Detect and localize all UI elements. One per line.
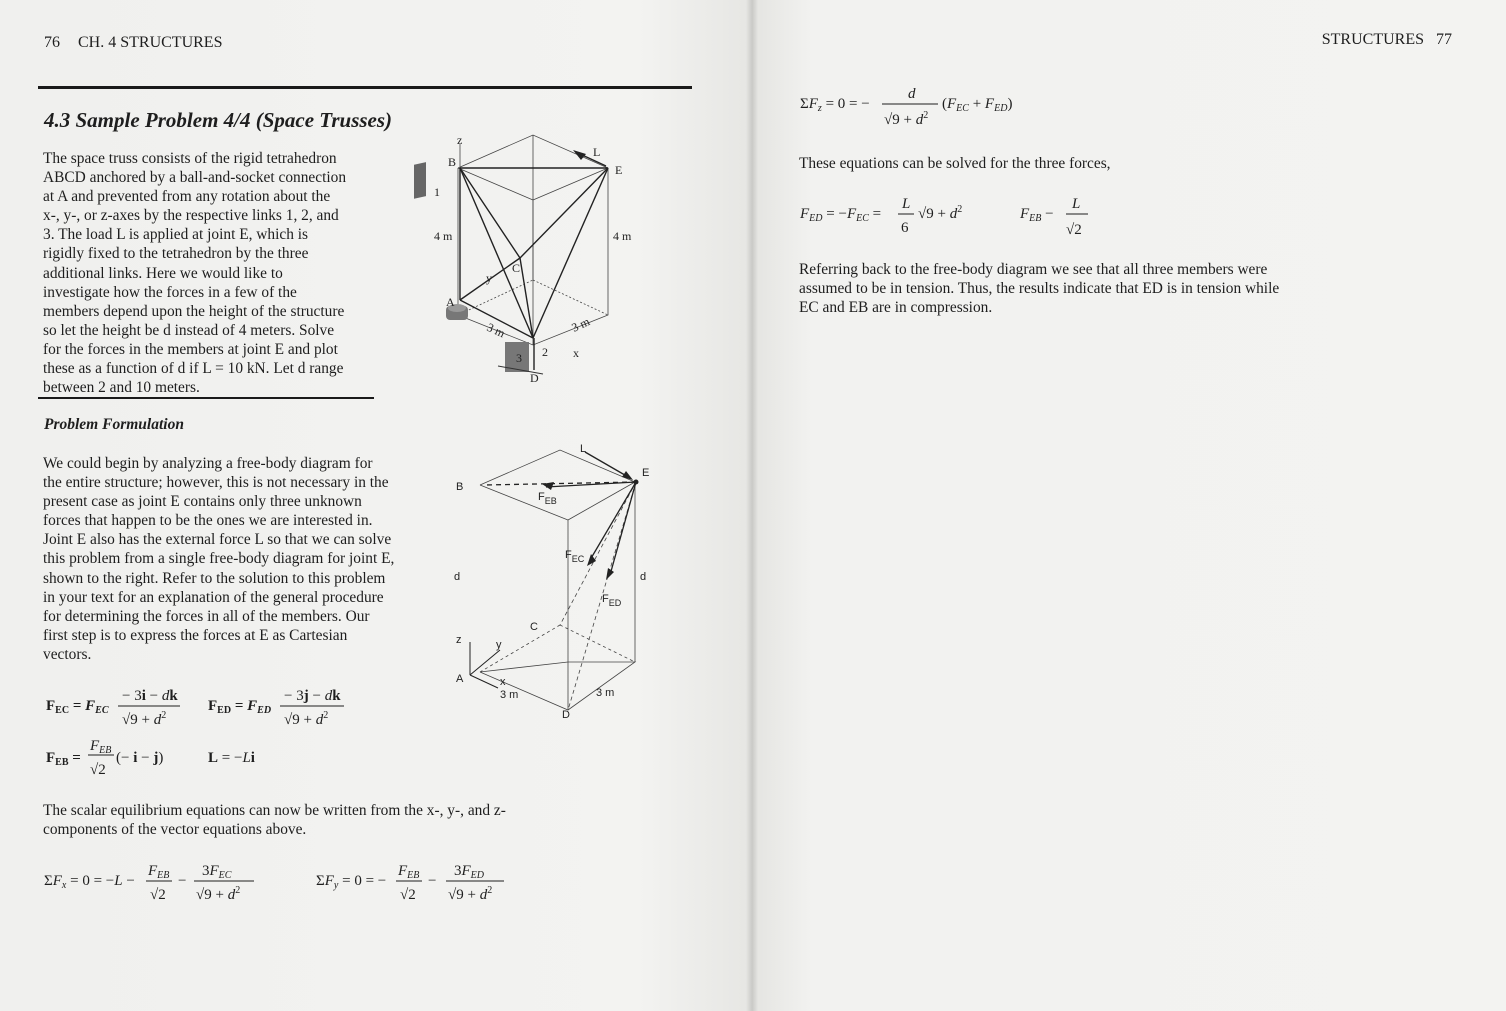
formulation-line: the entire structure; however, this is not necessary in the — [43, 474, 389, 492]
right-page — [752, 0, 1506, 1011]
conclusion-line: EC and EB are in compression. — [799, 299, 993, 317]
space-truss-figure — [408, 130, 648, 385]
svg-text:FEC = FEC: $F_{EC} = F_{EC}$ — [46, 698, 109, 716]
z-equilibrium-equation — [798, 80, 1138, 136]
problem-line: at A and prevented from any rotation about the — [43, 188, 331, 206]
problem-line: members depend upon the height of the structure — [43, 302, 345, 320]
right-page-header — [1322, 31, 1452, 49]
svg-text:FEB: $F_{EB}$ — [148, 863, 170, 881]
svg-text:FEB =: $F_{EB}$ = — [46, 750, 81, 768]
svg-text:√9 + d2: $√9 + d^2$ — [918, 204, 963, 222]
svg-text:√9 + d2: $√9 + d^2$ — [448, 885, 493, 903]
fbd-base2: 3 m — [596, 687, 615, 699]
fig1-link3-label: 3 — [516, 351, 522, 365]
svg-text:FED = FED: $F_{ED} = F_{ED}$ — [208, 698, 272, 716]
vector-equations — [42, 680, 422, 790]
fig1-c-label: C — [512, 261, 521, 275]
fig1-b-label: B — [448, 155, 457, 169]
formulation-paragraph — [43, 454, 423, 664]
scalar-text-line: components of the vector equations above. — [43, 821, 307, 839]
conclusion-paragraph — [799, 260, 1344, 317]
svg-text:√2: √2 — [400, 887, 416, 903]
svg-text:(FEC + FED): $(F_{EC} + F_{ED})$ — [942, 96, 1013, 114]
svg-text:L: L — [1072, 196, 1081, 212]
fbd-d-left: d — [454, 571, 461, 583]
svg-text:d: d — [908, 86, 916, 102]
svg-text:ΣFy = 0 = −: $\Sigma F_y = 0$ = − — [316, 873, 387, 891]
fig1-e-label: E — [615, 163, 623, 177]
problem-line: The space truss consists of the rigid tetrahedron — [43, 150, 337, 167]
fig1-z-label: z — [457, 133, 463, 147]
formulation-line: present case as joint E contains only three unknown — [43, 493, 362, 511]
svg-text:√2: √2 — [150, 887, 166, 903]
fig1-base2: 3 m — [569, 314, 592, 335]
left-page-number: 76 — [44, 34, 60, 51]
problem-line: x-, y-, or z-axes by the respective links 1, 2, and — [43, 207, 339, 225]
fig1-y-label: y — [486, 271, 492, 285]
problem-formulation-heading: Problem Formulation — [44, 416, 184, 433]
formulation-line: vectors. — [43, 645, 92, 663]
wall-support-1 — [414, 162, 426, 199]
left-page — [0, 0, 752, 1011]
svg-text:6: 6 — [901, 220, 909, 236]
problem-line: 3. The load L is applied at joint E, which is — [43, 226, 309, 244]
svg-text:(− i − j): (− i − j) — [116, 750, 164, 766]
fbd-x-label: x — [500, 676, 506, 688]
fbd-z-label: z — [456, 634, 462, 646]
section-title: 4.3 Sample Problem 4/4 (Space Trusses) — [44, 108, 393, 132]
fig1-height-right: 4 m — [613, 229, 632, 243]
fbd-fec-label: $F_{EC}$ — [565, 549, 585, 564]
svg-text:FEB −: $F_{EB}$ − — [1020, 206, 1054, 224]
problem-line: rigidly fixed to the tetrahedron by the three — [43, 245, 309, 263]
formulation-line: We could begin by analyzing a free-body diagram for — [43, 455, 373, 472]
formulation-line: first step is to express the forces at E as Cartesian — [43, 626, 348, 644]
svg-text:FED = −FEC =: $F_{ED} = -F_{EC}$ = — [800, 206, 882, 224]
fbd-y-label: y — [496, 639, 502, 651]
fbd-d-point: D — [562, 709, 570, 721]
formulation-line: this problem from a single free-body diagram for joint E, — [43, 550, 395, 568]
fig1-x-label: x — [573, 346, 579, 360]
fig1-link1-label: 1 — [434, 185, 440, 199]
problem-line: for the forces in the members at joint E and plot — [43, 340, 338, 358]
fbd-l-label: L — [580, 443, 587, 455]
problem-line: so let the height be d instead of 4 meters. Solve — [43, 321, 335, 339]
fbd-e-label: E — [642, 467, 650, 479]
svg-text:L = −Li: L = −Li — [208, 750, 255, 766]
top-rule — [38, 86, 692, 89]
svg-text:3FED: $3F_{ED}$ — [454, 863, 485, 881]
problem-line: these as a function of d if L = 10 kN. Let d range — [43, 360, 344, 378]
fig1-a-label: A — [446, 295, 455, 309]
solve-text: These equations can be solved for the three forces, — [799, 155, 1111, 172]
svg-text:√2: √2 — [1066, 222, 1082, 238]
svg-text:L: L — [902, 196, 911, 212]
fbd-d-right: d — [640, 571, 647, 583]
svg-text:ΣFx = 0 = −L −: $\Sigma F_x = 0 = -L$ − — [44, 873, 135, 891]
fbd-c-label: C — [530, 621, 538, 633]
force-solutions — [798, 190, 1118, 246]
book-gutter — [746, 0, 758, 1011]
fig1-link2-label: 2 — [542, 345, 548, 359]
left-running-head: CH. 4 STRUCTURES — [78, 34, 223, 51]
formulation-line: Joint E also has the external force L so that we can solve — [43, 531, 392, 549]
svg-text:−: − — [178, 873, 187, 889]
fig1-height-left: 4 m — [434, 229, 453, 243]
svg-text:FEB: $F_{EB}$ — [398, 863, 420, 881]
scalar-equations-text — [43, 801, 593, 839]
problem-line: ABCD anchored by a ball-and-socket connection — [43, 169, 347, 187]
problem-statement — [43, 149, 369, 397]
svg-text:√9 + d2: $√9 + d^2$ — [122, 710, 167, 728]
problem-line: additional links. Here we would like to — [43, 264, 283, 282]
fbd-a-label: A — [456, 673, 464, 685]
formulation-line: forces that happen to be the ones we are interested in. — [43, 512, 373, 530]
fbd-base1: 3 m — [500, 689, 519, 701]
svg-text:− 3j − dk: − 3j − dk — [284, 688, 341, 704]
left-page-header — [44, 34, 222, 52]
scalar-text-line: The scalar equilibrium equations can now be written from the x-, y-, and z- — [43, 802, 506, 819]
scalar-equations — [42, 855, 522, 915]
fig1-l-label: L — [593, 145, 601, 159]
svg-text:ΣFz = 0 = −: $\Sigma F_z = 0$ = − — [800, 96, 870, 114]
fig1-d-label: D — [530, 371, 539, 385]
problem-line: investigate how the forces in a few of the — [43, 283, 297, 301]
conclusion-line: Referring back to the free-body diagram we see that all three members were — [799, 261, 1268, 278]
svg-text:√2: √2 — [90, 762, 106, 778]
svg-text:FEB: $F_{EB}$ — [90, 738, 112, 756]
problem-bottom-rule — [38, 397, 374, 399]
fbd-feb-label: $F_{EB}$ — [538, 491, 557, 506]
conclusion-line: assumed to be in tension. Thus, the results indicate that ED is in tension while — [799, 280, 1280, 298]
formulation-line: in your text for an explanation of the general procedure — [43, 588, 384, 606]
svg-text:√9 + d2: $√9 + d^2$ — [884, 110, 929, 128]
right-page-number: 77 — [1436, 31, 1452, 48]
fbd-b-label: B — [456, 481, 464, 493]
svg-text:√9 + d2: $√9 + d^2$ — [284, 710, 329, 728]
formulation-line: for determining the forces in all of the members. Our — [43, 607, 370, 625]
right-running-head: STRUCTURES — [1321, 31, 1424, 48]
fbd-fed-label: $F_{ED}$ — [602, 593, 622, 608]
fig1-base1: 3 m — [484, 320, 508, 341]
svg-text:√9 + d2: $√9 + d^2$ — [196, 885, 241, 903]
svg-text:3FEC: $3F_{EC}$ — [202, 863, 232, 881]
svg-text:− 3i − dk: − 3i − dk — [122, 688, 178, 704]
svg-text:−: − — [428, 873, 437, 889]
formulation-line: shown to the right. Refer to the solution to this problem — [43, 569, 386, 587]
free-body-diagram — [450, 440, 680, 725]
problem-line: between 2 and 10 meters. — [43, 379, 200, 397]
